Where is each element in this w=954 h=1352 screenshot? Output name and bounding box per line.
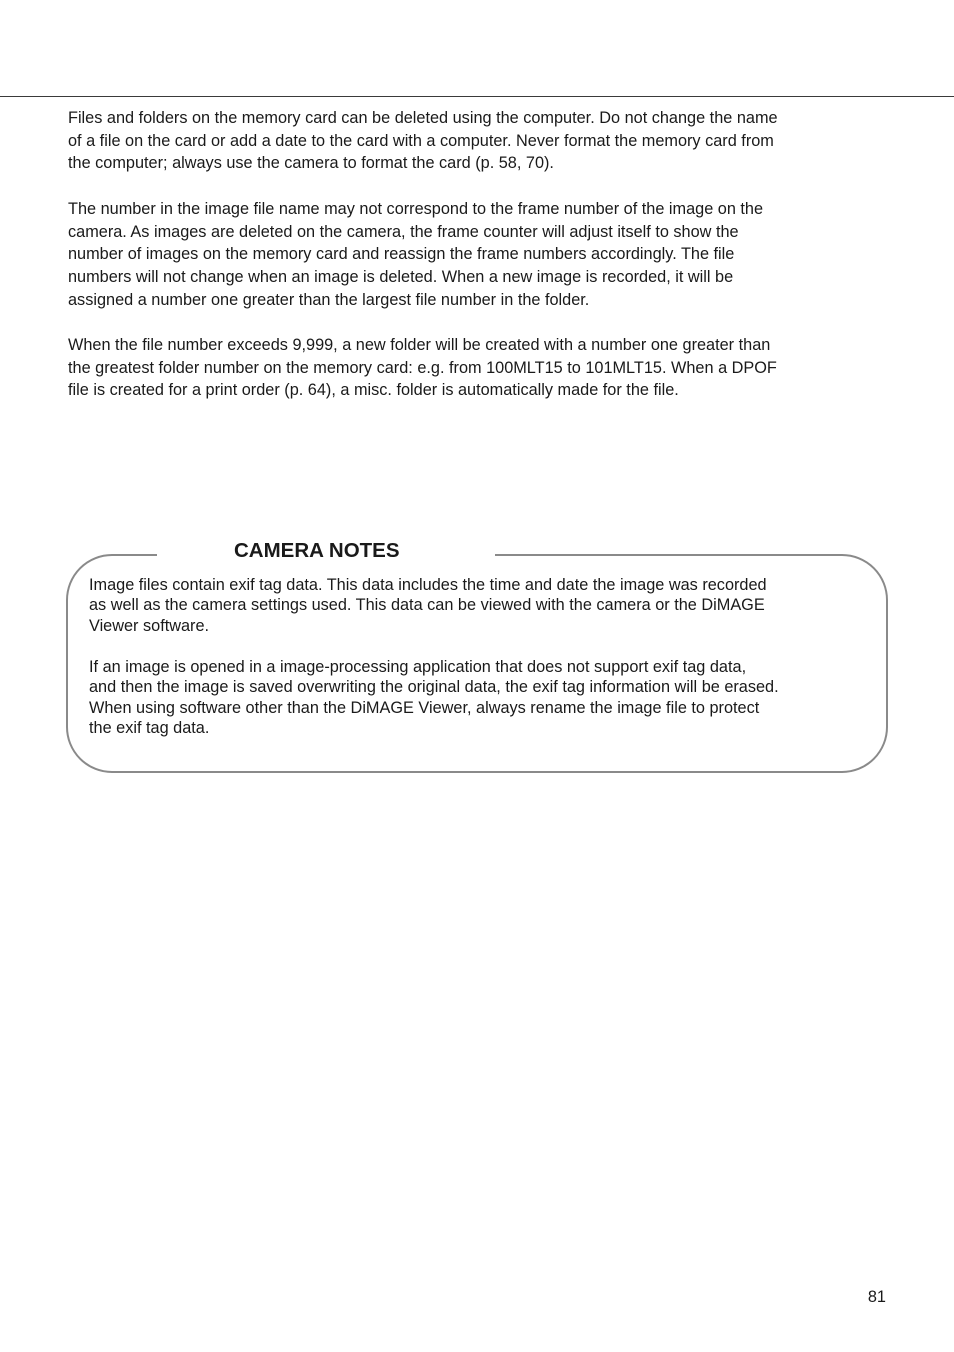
camera-notes-paragraph-exif: Image files contain exif tag data. This data includes the time and date the image was recorded as well as the camera settings used. This data can be viewed with the camera or the DiMAGE Viewer software. (89, 576, 767, 635)
camera-notes-title: CAMERA NOTES (234, 539, 400, 562)
camera-notes-paragraph-rename: If an image is opened in a image-processing application that does not support exif tag data, and then the image is saved overwriting the original data, the exif tag information will be erased. When using software other than the DiMAGE Viewer, always rename the image file to protect the exif tag data. (89, 658, 779, 738)
header-rule (0, 96, 954, 97)
page-number: 81 (867, 1288, 886, 1306)
paragraph-deleting-files: Files and folders on the memory card can be deleted using the computer. Do not change the name of a file on the card or add a date to the card with a computer. Never format the memory card from the computer; always use the camera to format the card (p. 58, 70). (68, 109, 778, 173)
paragraph-folder-creation: When the file number exceeds 9,999, a new folder will be created with a number one greater than the greatest folder number on the memory card: e.g. from 100MLT15 to 101MLT15. When a DPOF file is created for a print order (p. 64), a misc. folder is automatically made for the file. (68, 336, 777, 400)
paragraph-file-numbering: The number in the image file name may not correspond to the frame number of the image on the camera. As images are deleted on the camera, the frame counter will adjust itself to show the number of images on the memory card and reassign the frame numbers accordingly. The file numbers will not change when an image is deleted. When a new image is recorded, it will be assigned a number one greater than the largest file number in the folder. (68, 200, 764, 309)
